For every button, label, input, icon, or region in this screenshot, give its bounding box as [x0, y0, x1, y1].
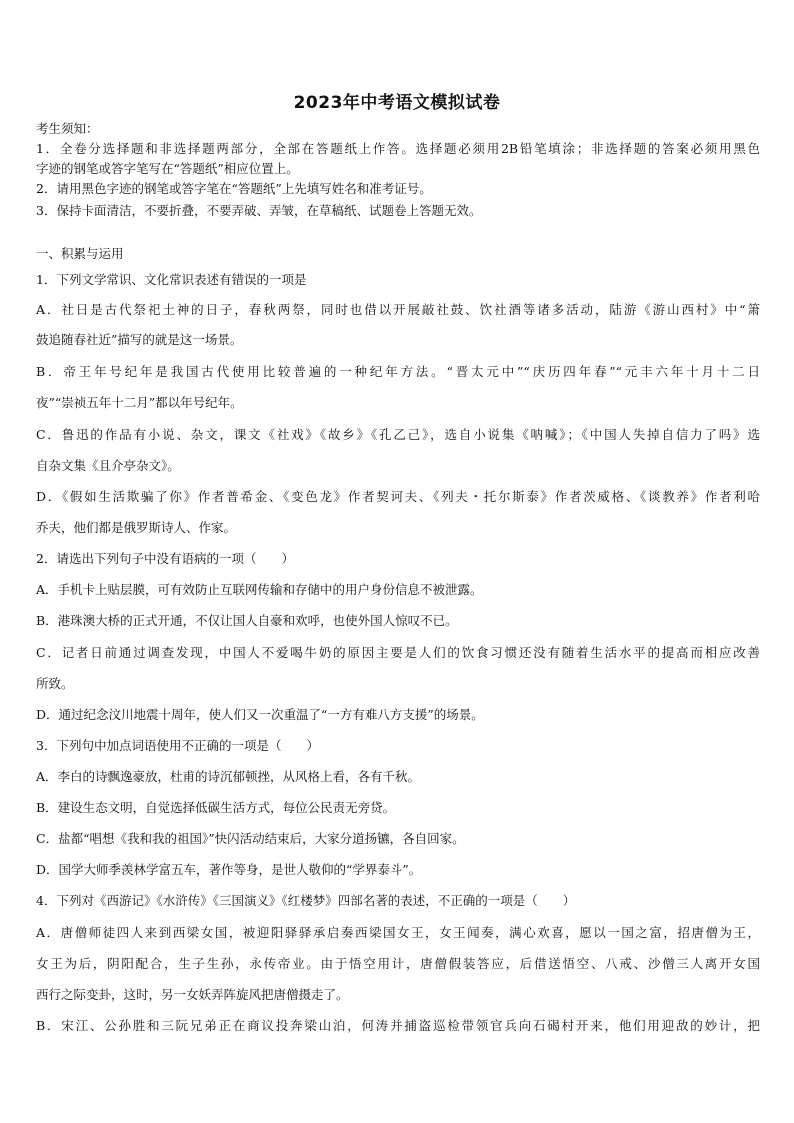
notice-item-1: 1．全卷分选择题和非选择题两部分，全部在答题纸上作答。选择题必须用2B铅笔填涂；非选择题的答案必须用黑色 — [36, 141, 760, 156]
q4-option-a-cont-2: 西行之际变卦，这时，另一女妖弄阵旋风把唐僧摄走了。 — [36, 987, 349, 1002]
q2-option-b: B．港珠澳大桥的正式开通，不仅让国人自豪和欢呼，也使外国人惊叹不已。 — [36, 613, 458, 628]
q2-option-d: D．通过纪念汶川地震十周年，使人们又一次重温了“一方有难八方支援”的场景。 — [36, 707, 484, 722]
q2-option-a: A．手机卡上贴层膜，可有效防止互联网传输和存储中的用户身份信息不被泄露。 — [36, 582, 483, 597]
q4-option-b: B．宋江、公孙胜和三阮兄弟正在商议投奔梁山泊，何涛并捕盗巡检带领官兵向石碣村开来，他们用迎敌的妙计，把 — [36, 1018, 760, 1033]
q4-option-a: A．唐僧师徒四人来到西梁女国，被迎阳驿驿承启奏西梁国女王，女王闻奏，满心欢喜，愿以一国之富，招唐僧为王， — [36, 925, 760, 940]
q1-option-b: B．帝王年号纪年是我国古代使用比较普遍的一种纪年方法。“晋太元中”“庆历四年春”“元丰六年十月十二日 — [36, 364, 760, 379]
q4-stem: 4．下列对《西游记》《水浒传》《三国演义》《红楼梦》四部名著的表述，不正确的一项是（ ） — [36, 893, 576, 908]
q1-option-a-cont: 鼓追随春社近”描写的就是这一场景。 — [36, 332, 243, 347]
notice-item-1-cont: 字迹的钢笔或答字笔写在“答题纸”相应位置上。 — [36, 161, 299, 176]
q1-option-a: A．社日是古代祭祀土神的日子，春秋两祭，同时也借以开展敲社鼓、饮社酒等诸多活动，陆游《游山西村》中“箫 — [36, 302, 760, 317]
notice-heading: 考生须知： — [36, 121, 99, 136]
section-heading: 一、积累与运用 — [36, 246, 124, 261]
q1-option-d-cont: 乔夫，他们都是俄罗斯诗人、作家。 — [36, 520, 237, 535]
q1-option-c: C．鲁迅的作品有小说、杂文，课文《社戏》《故乡》《孔乙己》，选自小说集《呐喊》；《中国人失掉自信力了吗》选 — [36, 427, 760, 442]
q1-option-b-cont: 夜”“崇祯五年十二月”都以年号纪年。 — [36, 395, 243, 410]
q4-option-a-cont: 女王为后，阴阳配合，生子生孙，永传帝业。由于悟空用计，唐僧假装答应，后借送悟空、八戒、沙僧三人离开女国 — [36, 956, 760, 971]
exam-title: 2023年中考语文模拟试卷 — [293, 93, 501, 113]
q2-stem: 2．请选出下列句子中没有语病的一项（ ） — [36, 551, 294, 566]
q1-option-d: D．《假如生活欺骗了你》作者普希金、《变色龙》作者契诃夫、《列夫・托尔斯泰》作者茨威格、《谈教养》作者利哈 — [36, 489, 760, 504]
q2-option-c: C．记者日前通过调查发现，中国人不爱喝牛奶的原因主要是人们的饮食习惯还没有随着生活水平的提高而相应改善 — [36, 645, 760, 660]
q3-option-a: A．李白的诗飘逸豪放，杜甫的诗沉郁顿挫，从风格上看，各有千秋。 — [36, 769, 421, 784]
q1-option-c-cont: 自杂文集《且介亭杂文》。 — [36, 458, 180, 473]
q3-option-d: D．国学大师季羡林学富五车，著作等身，是世人敬仰的“学界泰斗”。 — [36, 862, 422, 877]
q3-option-c: C．盐都“唱想《我和我的祖国》”快闪活动结束后，大家分道扬镳，各自回家。 — [36, 831, 465, 846]
q1-stem: 1．下列文学常识、文化常识表述有错误的一项是 — [36, 272, 307, 287]
q3-option-b: B．建设生态文明，自觉选择低碳生活方式，每位公民责无旁贷。 — [36, 800, 396, 815]
q3-stem: 3．下列句中加点词语使用不正确的一项是（ ） — [36, 738, 319, 753]
notice-item-2: 2．请用黑色字迹的钢笔或答字笔在“答题纸”上先填写姓名和准考证号。 — [36, 181, 432, 196]
notice-item-3: 3．保持卡面清洁，不要折叠，不要弄破、弄皱，在草稿纸、试题卷上答题无效。 — [36, 203, 482, 218]
q2-option-c-cont: 所致。 — [36, 676, 74, 691]
